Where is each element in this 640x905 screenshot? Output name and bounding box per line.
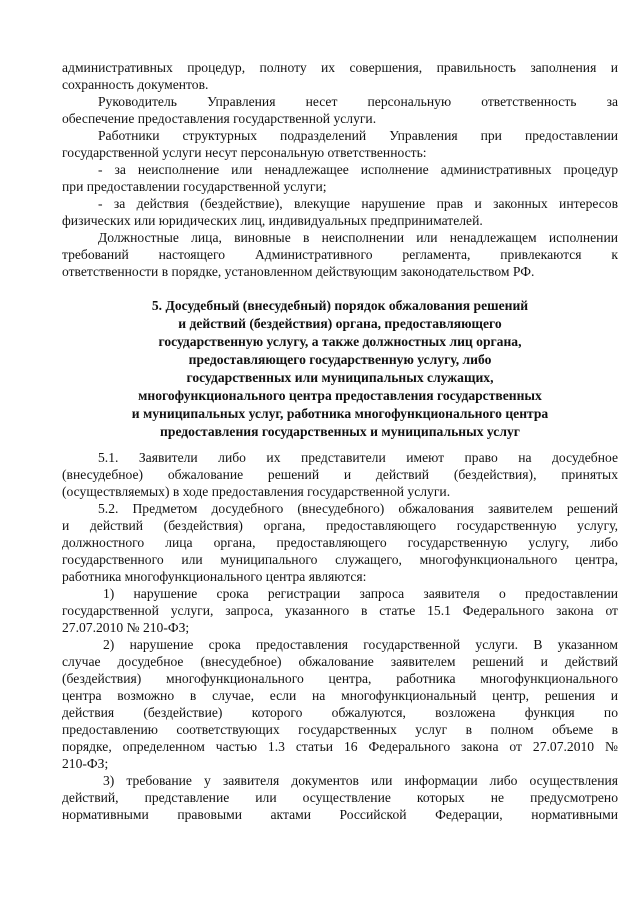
text-line: предоставлению соответствующих государственных услуг в полном объеме в xyxy=(62,722,618,737)
text-line: - за неисполнение или ненадлежащее исполнение административных процедур xyxy=(98,162,618,177)
text-line: (внесудебное) обжалование решений и действий (бездействия), принятых xyxy=(62,467,618,482)
section-heading: государственных или муниципальных служащих, xyxy=(186,370,494,385)
section-heading: 5. Досудебный (внесудебный) порядок обжалования решений xyxy=(151,298,529,313)
text-line: 2) нарушение срока предоставления государственной услуги. В указанном xyxy=(103,637,618,652)
text-line: государственного или муниципального служащего, многофункционального центра, xyxy=(62,552,618,567)
text-line: государственной услуги, запроса, указанного в статье 15.1 Федерального закона от xyxy=(62,603,618,618)
section-heading: предоставляющего государственную услугу, либо xyxy=(188,352,492,367)
section-heading: и муниципальных услуг, работника многофункционального центра xyxy=(131,406,549,421)
text-line: требований настоящего Административного регламента, привлекаются к xyxy=(62,247,618,262)
text-line: Работники структурных подразделений Управления при предоставлении xyxy=(98,128,618,143)
text-line: сохранность документов. xyxy=(62,77,209,92)
text-line: обеспечение предоставления государственной услуги. xyxy=(62,111,377,126)
text-line: случае досудебное (внесудебное) обжалование заявителем решений и действий xyxy=(62,654,618,669)
text-line: (осуществляемых) в ходе предоставления государственной услуги. xyxy=(62,484,451,499)
text-line: действия (бездействие) которого обжалуются, возложена функция по xyxy=(62,705,618,720)
section-heading: многофункционального центра предоставления государственных xyxy=(138,388,542,403)
text-line: 5.2. Предметом досудебного (внесудебного) обжалования заявителем решений xyxy=(98,501,618,516)
text-line: административных процедур, полноту их совершения, правильность заполнения и xyxy=(62,60,618,75)
text-line: 3) требование у заявителя документов или информации либо осуществления xyxy=(103,773,618,788)
text-line: 210-ФЗ; xyxy=(62,756,109,771)
text-line: ответственности в порядке, установленном действующим законодательством РФ. xyxy=(62,264,535,279)
text-line: 1) нарушение срока регистрации запроса заявителя о предоставлении xyxy=(103,586,618,601)
text-line: при предоставлении государственной услуги; xyxy=(62,179,327,194)
text-line: Руководитель Управления несет персональную ответственность за xyxy=(98,94,618,109)
section-heading: предоставления государственных и муниципальных услуг xyxy=(160,424,520,439)
section-heading: и действий (бездействия) органа, предоставляющего xyxy=(178,316,502,331)
text-line: порядке, определенном частью 1.3 статьи 16 Федерального закона от 27.07.2010 № xyxy=(62,739,618,754)
text-line: государственной услуги несут персональную ответственность: xyxy=(62,145,427,160)
text-line: 5.1. Заявители либо их представители имеют право на досудебное xyxy=(98,450,618,465)
text-line: действий, представление или осуществление которых не предусмотрено xyxy=(62,790,618,805)
text-line: 27.07.2010 № 210-ФЗ; xyxy=(62,620,190,635)
text-line: физических или юридических лиц, индивидуальных предпринимателей. xyxy=(62,213,483,228)
text-line: должностного лица органа, предоставляющего государственную услугу, либо xyxy=(62,535,618,550)
text-line: - за действия (бездействие), влекущие нарушение прав и законных интересов xyxy=(98,196,618,211)
text-line: работника многофункционального центра являются: xyxy=(62,569,367,584)
text-line: (бездействия) многофункционального центра, работника многофункционального xyxy=(62,671,618,686)
text-line: нормативными правовыми актами Российской Федерации, нормативными xyxy=(62,807,618,822)
text-line: и действий (бездействия) органа, предоставляющего государственную услугу, xyxy=(62,518,618,533)
text-line: центра возможно в случае, если на многофункциональный центр, решения и xyxy=(62,688,618,703)
text-line: Должностные лица, виновные в неисполнении или ненадлежащем исполнении xyxy=(98,230,618,245)
section-heading: государственную услугу, а также должностных лиц органа, xyxy=(158,334,522,349)
